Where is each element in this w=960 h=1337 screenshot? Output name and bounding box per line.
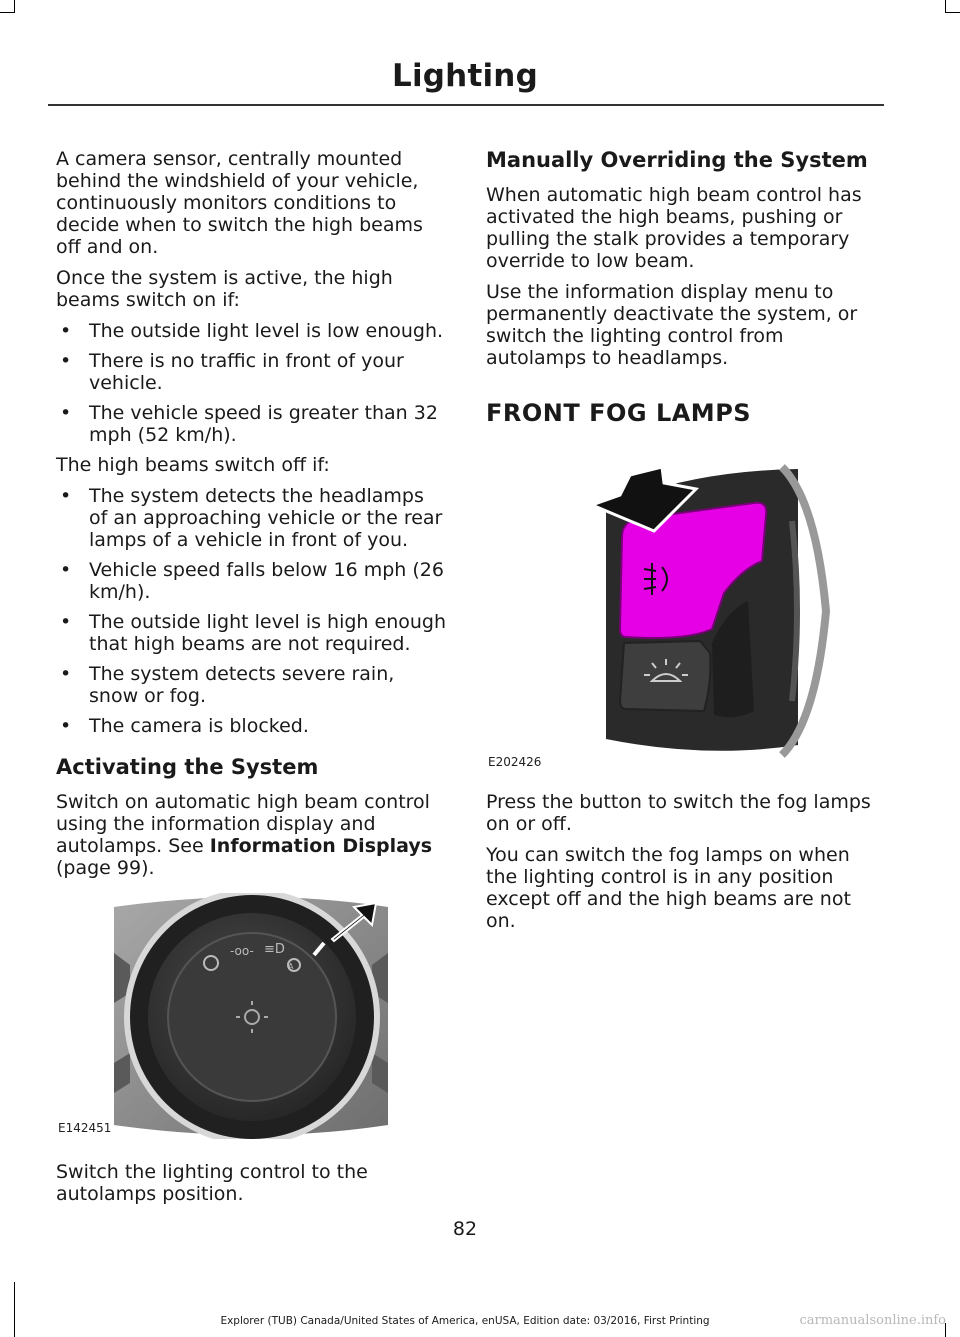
fog-lamps-heading: FRONT FOG LAMPS (486, 399, 752, 427)
svg-text:-oo-: -oo- (230, 944, 254, 958)
override-paragraph-1: When automatic high beam control has activated the high beams, pushing or pulling the stalk provides a temporary override to low beam. (486, 184, 862, 272)
list-item: • The camera is blocked. (60, 715, 309, 737)
footer-text: Explorer (TUB) Canada/United States of America, enUSA, Edition date: 03/2016, First Printing (220, 1315, 710, 1327)
list-item: • The outside light level is low enough. (60, 320, 444, 342)
list-item: • Vehicle speed falls below 16 mph (26 km/h). (60, 559, 444, 603)
left-column (56, 148, 448, 1214)
information-displays-link[interactable]: Information Displays (209, 835, 433, 857)
crop-mark-top-right-h (945, 12, 960, 13)
on-conditions-lead: Once the system is active, the high beams switch on if: (56, 267, 393, 311)
bullet-icon: • (60, 663, 72, 685)
activating-paragraph: Switch on automatic high beam control using the information display and autolamps. See Information Displays (page 99). (56, 791, 433, 879)
bullet-icon: • (60, 559, 72, 581)
bullet-icon: • (60, 611, 72, 633)
figure-code: E202426 (488, 755, 542, 769)
page-number: 82 (452, 1218, 478, 1240)
right-column (486, 148, 882, 941)
crop-mark-bottom-left (14, 1282, 15, 1337)
lighting-dial-illustration (56, 893, 448, 1139)
list-item: • The system detects the headlamps of an approaching vehicle or the rear lamps of a vehicle in front of you. (60, 485, 443, 551)
list-item: • The vehicle speed is greater than 32 mph (52 km/h). (60, 402, 438, 446)
svg-text:A: A (288, 962, 294, 971)
activating-heading: Activating the System (56, 755, 319, 779)
header-rule (48, 104, 884, 106)
list-item: • The outside light level is high enough that high beams are not required. (60, 611, 447, 655)
off-conditions-lead: The high beams switch off if: (56, 454, 330, 476)
intro-paragraph: A camera sensor, centrally mounted behind the windshield of your vehicle, continuously monitors conditions to decide when to switch the high beams off and on. (56, 148, 423, 258)
list-item: • The system detects severe rain, snow or fog. (60, 663, 395, 707)
figure-caption: Switch the lighting control to the autolamps position. (56, 1161, 368, 1205)
svg-text:≡D: ≡D (264, 942, 285, 957)
page-title: Lighting (392, 58, 538, 94)
watermark: carmanualsonline.info (799, 1313, 946, 1328)
fog-lamp-switch-illustration (486, 461, 882, 773)
list-item: • There is no traffic in front of your vehicle. (60, 350, 404, 394)
fog-paragraph-2: You can switch the fog lamps on when the lighting control is in any position except off and the high beams are not on. (486, 844, 851, 932)
fog-lamp-figure (486, 461, 882, 773)
fog-paragraph-1: Press the button to switch the fog lamps on or off. (486, 791, 871, 835)
bullet-icon: • (60, 402, 72, 424)
bullet-icon: • (60, 485, 72, 507)
bullet-icon: • (60, 350, 72, 372)
crop-mark-top-left-h (0, 12, 15, 13)
figure-code: E142451 (58, 1121, 112, 1135)
override-paragraph-2: Use the information display menu to permanently deactivate the system, or switch the lighting control from autolamps to headlamps. (486, 281, 858, 369)
crop-mark-top-left (14, 0, 15, 12)
bullet-icon: • (60, 320, 72, 342)
override-heading: Manually Overriding the System (486, 148, 868, 172)
crop-mark-top-right (945, 0, 946, 12)
lighting-control-figure (56, 893, 448, 1139)
bullet-icon: • (60, 715, 72, 737)
